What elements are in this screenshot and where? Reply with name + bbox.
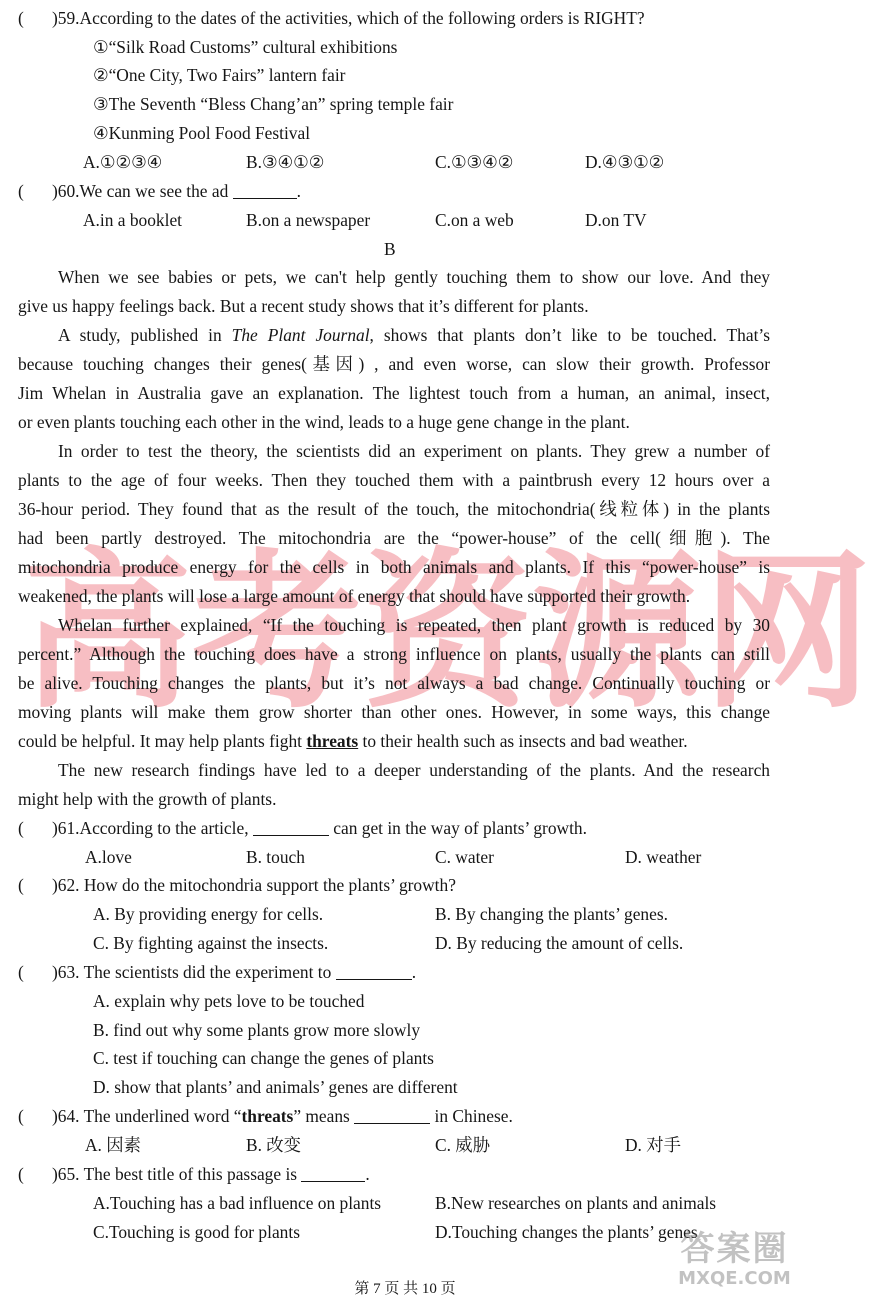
list-item: ②“One City, Two Fairs” lantern fair — [93, 65, 346, 85]
passage-text: to their health such as insects and bad weather. — [358, 731, 688, 751]
option-b: B. By changing the plants’ genes. — [435, 904, 668, 924]
option-d: D. weather — [625, 847, 702, 867]
question-stem: )63. The scientists did the experiment to — [52, 962, 332, 982]
answer-paren: ( — [18, 875, 24, 895]
answer-paren: ( — [18, 181, 24, 201]
question-stem: ” means — [293, 1106, 350, 1126]
question-end: . — [296, 181, 302, 201]
passage-line: plants to the age of four weeks. Then they touched them with a paintbrush every 12 hours over a — [18, 470, 770, 490]
passage-line: be alive. Touching changes the plants, but it’s not always a bad change. Continually touching or — [18, 673, 770, 693]
passage-line: 36-hour period. They found that as the result of the touch, the mitochondria(线粒体) in the plants — [18, 499, 770, 519]
passage-line — [18, 733, 688, 750]
watermark-char: 考 — [192, 534, 363, 732]
question-stem: can get in the way of plants’ growth. — [333, 818, 587, 838]
option-d: D.Touching changes the plants’ genes — [435, 1222, 698, 1242]
passage-line: The new research findings have led to a deeper understanding of the plants. And the research — [58, 760, 770, 780]
corner-logo-mark: 答案圈 — [680, 1229, 789, 1269]
answer-paren: ( — [18, 1164, 24, 1184]
question-stem: )60.We can we see the ad — [52, 181, 229, 201]
option-c: C. water — [435, 847, 494, 867]
option-c: C. 威胁 — [435, 1135, 491, 1155]
watermark-char: 源 — [532, 534, 703, 732]
option-c: C.①③④② — [435, 152, 514, 172]
passage-line: give us happy feelings back. But a recent study shows that it’s different for plants. — [18, 296, 589, 316]
underlined-word: threats — [306, 731, 359, 751]
answer-blank — [301, 1166, 365, 1182]
option-c: C. By fighting against the insects. — [93, 933, 329, 953]
option-c: C.Touching is good for plants — [93, 1222, 300, 1242]
passage-line: Whelan further explained, “If the touching is repeated, then plant growth is reduced by 30 — [58, 615, 770, 635]
passage-line: percent.” Although the touching does have a strong influence on plants, usually the plants can still — [18, 644, 770, 664]
option-a: A.love — [85, 847, 132, 867]
list-item: ①“Silk Road Customs” cultural exhibitions — [93, 37, 398, 57]
passage-line: or even plants touching each other in the wind, leads to a huge gene change in the plant. — [18, 412, 630, 432]
list-item: ③The Seventh “Bless Chang’an” spring temple fair — [93, 94, 454, 114]
option-b: B. 改变 — [246, 1135, 302, 1155]
watermark-char: 高 — [22, 534, 193, 732]
passage-line: because touching changes their genes(基因) , and even worse, can slow their growth. Professor — [18, 354, 770, 374]
option-b: B.on a newspaper — [246, 210, 371, 230]
option-d: D.④③①② — [585, 152, 665, 172]
passage-text: A study, published in — [58, 325, 232, 345]
question-text: )62. How do the mitochondria support the plants’ growth? — [52, 875, 456, 895]
passage-line: mitochondria produce energy for the cells in both animals and plants. If this “power-house” is — [18, 557, 770, 577]
answer-blank — [233, 183, 297, 199]
question-text — [52, 1108, 513, 1125]
answer-blank — [253, 820, 329, 836]
option-d: D. show that plants’ and animals’ genes are different — [93, 1077, 458, 1097]
page-footer: 第 7 页 共 10 页 — [354, 1281, 456, 1297]
option-b: B.③④①② — [246, 152, 325, 172]
answer-paren: ( — [18, 962, 24, 982]
question-end: . — [411, 962, 417, 982]
question-stem: )61.According to the article, — [52, 818, 249, 838]
option-d: D. By reducing the amount of cells. — [435, 933, 684, 953]
question-text — [52, 964, 416, 981]
corner-logo-url: MXQE.COM — [678, 1268, 791, 1289]
option-b: B. find out why some plants grow more slowly — [93, 1020, 421, 1040]
option-a: A. 因素 — [85, 1135, 142, 1155]
option-a: A.in a booklet — [83, 210, 183, 230]
watermark-char: 资 — [362, 534, 533, 732]
passage-text: could be helpful. It may help plants fight — [18, 731, 307, 751]
question-text: )59.According to the dates of the activities, which of the following orders is RIGHT? — [52, 8, 645, 28]
option-b: B. touch — [246, 847, 305, 867]
option-a: A. By providing energy for cells. — [93, 904, 324, 924]
answer-paren: ( — [18, 8, 24, 28]
corner-logo — [677, 1229, 792, 1294]
answer-blank — [354, 1108, 430, 1124]
option-b: B.New researches on plants and animals — [435, 1193, 717, 1213]
passage-text: , shows that plants don’t like to be touched. That’s — [369, 325, 770, 345]
question-stem: in Chinese. — [434, 1106, 513, 1126]
question-stem: )64. The underlined word “ — [52, 1106, 242, 1126]
option-a: A.①②③④ — [83, 152, 163, 172]
option-a: A.Touching has a bad influence on plants — [93, 1193, 382, 1213]
question-text — [52, 1166, 370, 1183]
passage-line: had been partly destroyed. The mitochondria are the “power-house” of the cell(细胞). The — [18, 528, 770, 548]
list-item: ④Kunming Pool Food Festival — [93, 123, 311, 143]
option-d: D.on TV — [585, 210, 647, 230]
question-stem: )65. The best title of this passage is — [52, 1164, 298, 1184]
journal-title: The Plant Journal — [231, 325, 370, 345]
passage-line: In order to test the theory, the scientists did an experiment on plants. They grew a number of — [58, 441, 770, 461]
quoted-word: threats — [241, 1106, 294, 1126]
passage-line: When we see babies or pets, we can't help gently touching them to show our love. And they — [58, 267, 770, 287]
answer-paren: ( — [18, 1106, 24, 1126]
answer-blank — [336, 964, 412, 980]
question-text — [52, 820, 587, 837]
question-text — [52, 183, 301, 200]
option-c: C. test if touching can change the genes of plants — [93, 1048, 434, 1068]
passage-line: might help with the growth of plants. — [18, 789, 277, 809]
passage-line: Jim Whelan in Australia gave an explanation. The lightest touch from a human, an animal, insect, — [18, 383, 770, 403]
answer-paren: ( — [18, 818, 24, 838]
option-c: C.on a web — [435, 210, 514, 230]
passage-line: weakened, the plants will lose a large amount of energy that should have supported their growth. — [18, 586, 691, 606]
section-heading: B — [384, 239, 396, 259]
watermark-char: 网 — [702, 534, 872, 732]
question-end: . — [365, 1164, 370, 1184]
option-d: D. 对手 — [625, 1135, 682, 1155]
passage-line: moving plants will make them grow shorter than other ones. However, in some ways, this change — [18, 702, 770, 722]
option-a: A. explain why pets love to be touched — [93, 991, 365, 1011]
passage-line — [58, 327, 770, 344]
